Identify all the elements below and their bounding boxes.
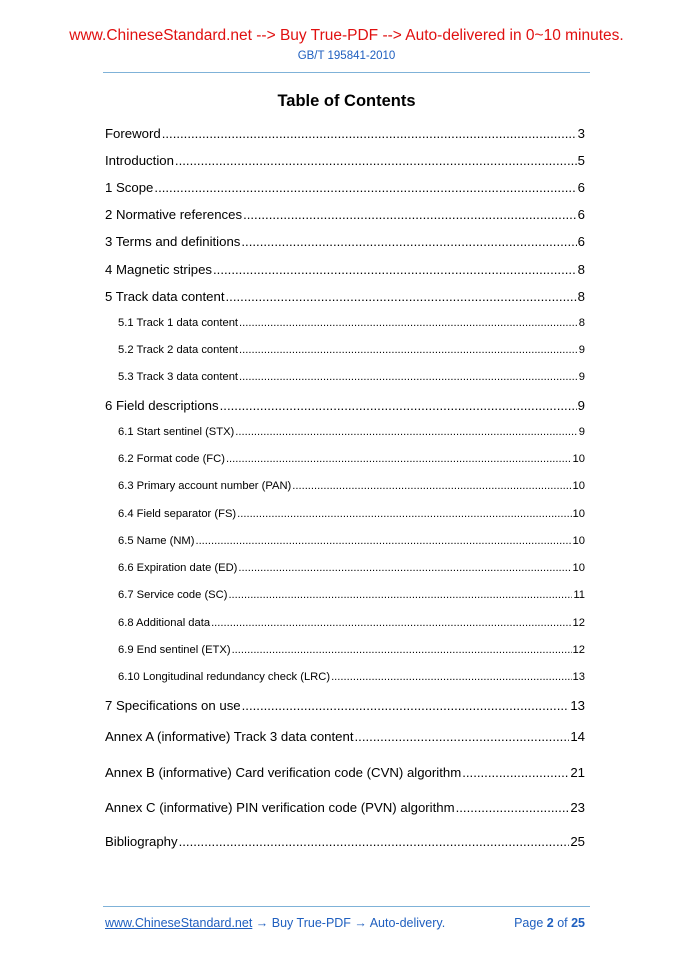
toc-entry-track-data-content[interactable] — [105, 289, 585, 304]
toc-entry-page: 8 — [577, 262, 585, 277]
toc-entry-label: 6.7 Service code (SC) — [118, 589, 228, 601]
toc-entry-label: 6.9 End sentinel (ETX) — [118, 644, 231, 656]
page-number-prefix: Page — [514, 916, 547, 930]
toc-leader-dots — [179, 834, 570, 849]
toc-entry-label: 1 Scope — [105, 180, 154, 195]
toc-leader-dots — [211, 617, 571, 629]
toc-entry-page: 14 — [570, 729, 585, 744]
toc-leader-dots — [228, 589, 572, 601]
toc-entry-label: 5 Track data content — [105, 289, 225, 304]
toc-entry-label: 7 Specifications on use — [105, 698, 241, 713]
toc-entry-field-descriptions[interactable] — [105, 398, 585, 413]
toc-leader-dots — [331, 671, 571, 683]
toc-entry-page: 9 — [578, 371, 585, 383]
toc-entry-page: 8 — [577, 289, 585, 304]
toc-leader-dots — [213, 262, 577, 277]
toc-entry-label: Introduction — [105, 153, 174, 168]
toc-entry-page: 9 — [578, 426, 585, 438]
toc-entry-specifications-on-use[interactable] — [105, 698, 585, 713]
toc-entry-label: 6.5 Name (NM) — [118, 535, 195, 547]
toc-entry-label: Annex A (informative) Track 3 data content — [105, 729, 354, 744]
toc-leader-dots — [226, 289, 577, 304]
toc-entry-label: 6.6 Expiration date (ED) — [118, 562, 238, 574]
toc-entry-label: Annex C (informative) PIN verification code (PVN) algorithm — [105, 800, 455, 815]
toc-entry-annex-c[interactable] — [105, 800, 585, 815]
toc-entry-name[interactable] — [118, 535, 585, 547]
toc-entry-foreword[interactable] — [105, 126, 585, 141]
page-number-total: 25 — [571, 916, 585, 930]
toc-leader-dots — [238, 562, 571, 574]
toc-entry-track-1[interactable] — [118, 317, 585, 329]
toc-entry-page: 10 — [572, 480, 585, 492]
toc-leader-dots — [154, 180, 576, 195]
toc-entry-label: 6 Field descriptions — [105, 398, 219, 413]
toc-leader-dots — [241, 234, 576, 249]
toc-leader-dots — [239, 317, 578, 329]
toc-leader-dots — [462, 765, 569, 780]
toc-leader-dots — [235, 426, 577, 438]
toc-entry-page: 10 — [572, 562, 585, 574]
toc-leader-dots — [456, 800, 570, 815]
toc-entry-start-sentinel[interactable] — [118, 426, 585, 438]
toc-entry-label: Annex B (informative) Card verification code (CVN) algorithm — [105, 765, 462, 780]
toc-leader-dots — [232, 644, 572, 656]
toc-entry-page: 25 — [570, 834, 585, 849]
toc-entry-page: 11 — [573, 589, 585, 601]
page-number — [514, 916, 585, 930]
toc-entry-pan[interactable] — [118, 480, 585, 492]
toc-entry-page: 6 — [577, 180, 585, 195]
header-divider — [103, 72, 590, 73]
standard-code: GB/T 195841-2010 — [297, 50, 396, 62]
toc-leader-dots — [292, 480, 571, 492]
toc-leader-dots — [242, 698, 570, 713]
toc-entry-page: 8 — [578, 317, 585, 329]
toc-leader-dots — [243, 207, 577, 222]
page-number-current: 2 — [546, 916, 554, 930]
toc-entry-label: 2 Normative references — [105, 207, 243, 222]
site-banner[interactable]: www.ChineseStandard.net --> Buy True-PDF --> Auto-delivered in 0~10 minutes. — [69, 27, 624, 44]
toc-entry-label: 5.2 Track 2 data content — [118, 344, 239, 356]
toc-entry-page: 21 — [570, 765, 585, 780]
toc-entry-terms-definitions[interactable] — [105, 234, 585, 249]
footer-link-text: → Buy True-PDF → Auto-delivery. — [252, 916, 446, 930]
footer-link[interactable] — [105, 916, 445, 930]
toc-leader-dots — [237, 508, 571, 520]
toc-entry-expiration-date[interactable] — [118, 562, 585, 574]
toc-entry-label: 5.3 Track 3 data content — [118, 371, 239, 383]
toc-entry-page: 9 — [577, 398, 585, 413]
toc-entry-page: 10 — [572, 508, 585, 520]
toc-leader-dots — [226, 453, 572, 465]
toc-entry-track-3[interactable] — [118, 371, 585, 383]
toc-entry-track-2[interactable] — [118, 344, 585, 356]
toc-entry-label: 3 Terms and definitions — [105, 234, 241, 249]
toc-entry-additional-data[interactable] — [118, 617, 585, 629]
toc-leader-dots — [355, 729, 570, 744]
toc-leader-dots — [239, 344, 578, 356]
toc-entry-bibliography[interactable] — [105, 834, 585, 849]
toc-entry-introduction[interactable] — [105, 153, 585, 168]
toc-entry-page: 3 — [577, 126, 585, 141]
toc-entry-service-code[interactable] — [118, 589, 585, 601]
footer-link-url[interactable]: www.ChineseStandard.net — [105, 916, 253, 930]
toc-entry-annex-a[interactable] — [105, 729, 585, 744]
toc-entry-page: 13 — [572, 671, 585, 683]
toc-entry-page: 10 — [572, 535, 585, 547]
toc-entry-field-separator[interactable] — [118, 508, 585, 520]
toc-entry-page: 23 — [570, 800, 585, 815]
toc-entry-page: 9 — [578, 344, 585, 356]
toc-leader-dots — [220, 398, 577, 413]
toc-leader-dots — [175, 153, 577, 168]
toc-leader-dots — [195, 535, 571, 547]
toc-leader-dots — [162, 126, 577, 141]
toc-entry-scope[interactable] — [105, 180, 585, 195]
toc-entry-annex-b[interactable] — [105, 765, 585, 780]
toc-leader-dots — [239, 371, 578, 383]
page-number-of: of — [553, 916, 572, 930]
toc-entry-label: 4 Magnetic stripes — [105, 262, 213, 277]
toc-entry-label: 6.2 Format code (FC) — [118, 453, 225, 465]
toc-entry-label: 6.10 Longitudinal redundancy check (LRC) — [118, 671, 331, 683]
toc-entry-normative-references[interactable] — [105, 207, 585, 222]
toc-entry-label: Foreword — [105, 126, 161, 141]
footer-divider — [103, 906, 590, 907]
toc-entry-magnetic-stripes[interactable] — [105, 262, 585, 277]
toc-entry-page: 5 — [577, 153, 585, 168]
toc-entry-label: Bibliography — [105, 834, 178, 849]
toc-entry-page: 12 — [572, 617, 585, 629]
toc-entry-label: 6.8 Additional data — [118, 617, 211, 629]
toc-entry-page: 12 — [572, 644, 585, 656]
toc-entry-page: 13 — [570, 698, 585, 713]
toc-entry-page: 6 — [577, 207, 585, 222]
toc-entry-label: 6.3 Primary account number (PAN) — [118, 480, 292, 492]
toc-entry-format-code[interactable] — [118, 453, 585, 465]
toc-entry-page: 6 — [577, 234, 585, 249]
toc-entry-label: 5.1 Track 1 data content — [118, 317, 239, 329]
toc-title: Table of Contents — [277, 92, 416, 110]
toc-entry-end-sentinel[interactable] — [118, 644, 585, 656]
toc-entry-label: 6.1 Start sentinel (STX) — [118, 426, 235, 438]
toc-entry-page: 10 — [572, 453, 585, 465]
toc-entry-lrc[interactable] — [118, 671, 585, 683]
toc-entry-label: 6.4 Field separator (FS) — [118, 508, 237, 520]
